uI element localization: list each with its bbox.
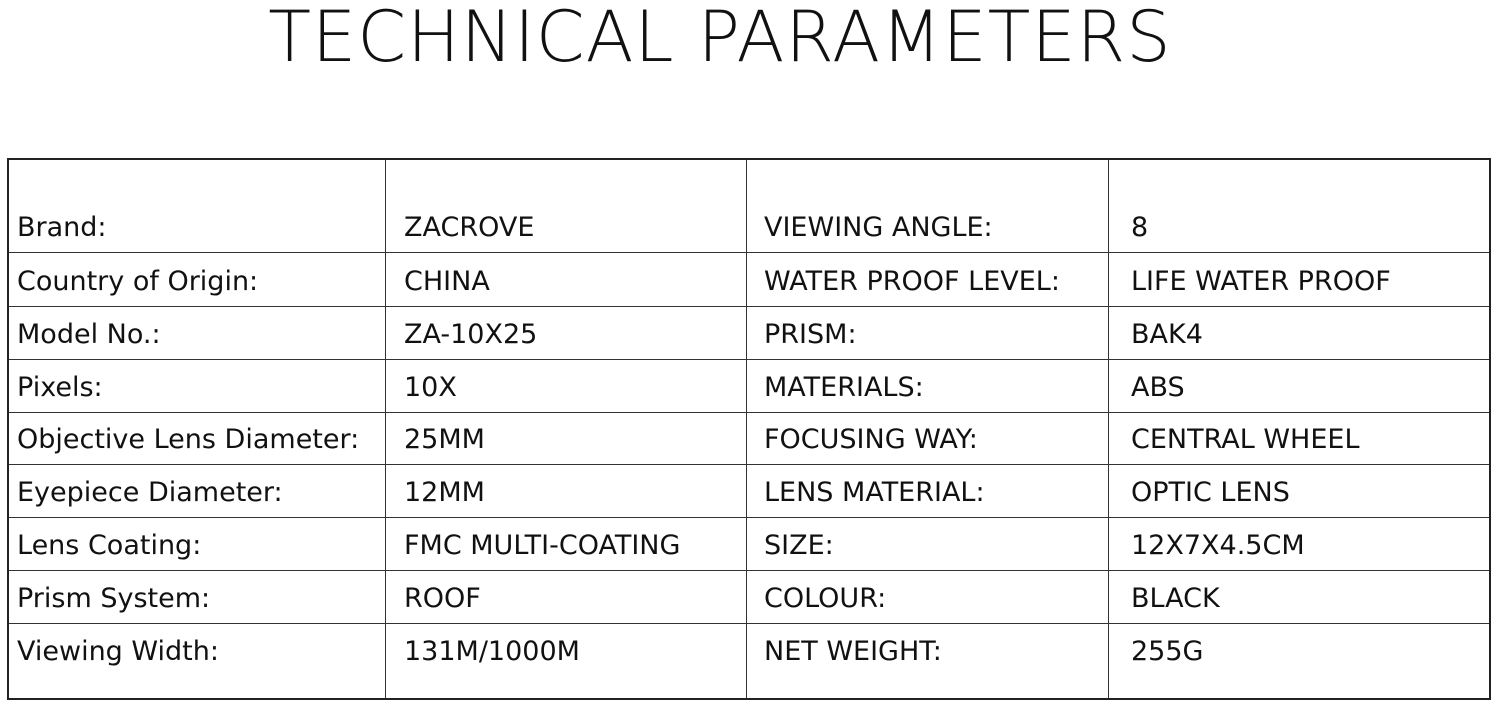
spec-value: BLACK [1131,583,1220,614]
row-divider [9,464,1489,465]
spec-value: 12MM [404,477,485,508]
spec-value: 12X7X4.5CM [1131,530,1305,561]
row-divider [9,412,1489,413]
spec-value: ZA-10X25 [404,319,538,350]
spec-label: Eyepiece Diameter: [17,477,283,508]
row-divider [9,570,1489,571]
spec-value: ABS [1131,372,1185,403]
spec-value: FMC MULTI-COATING [404,530,681,561]
spec-label: Lens Coating: [17,530,202,561]
spec-label: Model No.: [17,319,161,350]
row-divider [9,359,1489,360]
spec-table [7,158,1491,700]
spec-label: LENS MATERIAL: [764,477,985,508]
spec-value: OPTIC LENS [1131,477,1290,508]
spec-label: Brand: [17,212,107,243]
spec-label: Prism System: [17,583,211,614]
row-divider [9,252,1489,253]
spec-label: PRISM: [764,319,857,350]
spec-value: CENTRAL WHEEL [1131,424,1360,455]
spec-label: VIEWING ANGLE: [764,212,993,243]
column-divider [746,160,747,698]
spec-value: LIFE WATER PROOF [1131,266,1391,297]
spec-label: SIZE: [764,530,834,561]
spec-label: FOCUSING WAY: [764,424,978,455]
spec-value: 131M/1000M [404,636,580,667]
spec-label: Viewing Width: [17,636,219,667]
spec-value: 8 [1131,212,1149,243]
spec-label: Country of Origin: [17,266,259,297]
spec-value: 25MM [404,424,485,455]
spec-label: NET WEIGHT: [764,636,942,667]
column-divider [1108,160,1109,698]
spec-value: CHINA [404,266,490,297]
spec-label: WATER PROOF LEVEL: [764,266,1060,297]
row-divider [9,306,1489,307]
spec-value: 255G [1131,636,1204,667]
spec-label: Pixels: [17,372,103,403]
page-title: TECHNICAL PARAMETERS [268,0,1172,78]
spec-value: 10X [404,372,457,403]
row-divider [9,517,1489,518]
spec-label: MATERIALS: [764,372,924,403]
spec-value: ROOF [404,583,481,614]
spec-label: Objective Lens Diameter: [17,424,360,455]
row-divider [9,623,1489,624]
spec-label: COLOUR: [764,583,887,614]
spec-value: ZACROVE [404,212,535,243]
spec-value: BAK4 [1131,319,1203,350]
column-divider [385,160,386,698]
